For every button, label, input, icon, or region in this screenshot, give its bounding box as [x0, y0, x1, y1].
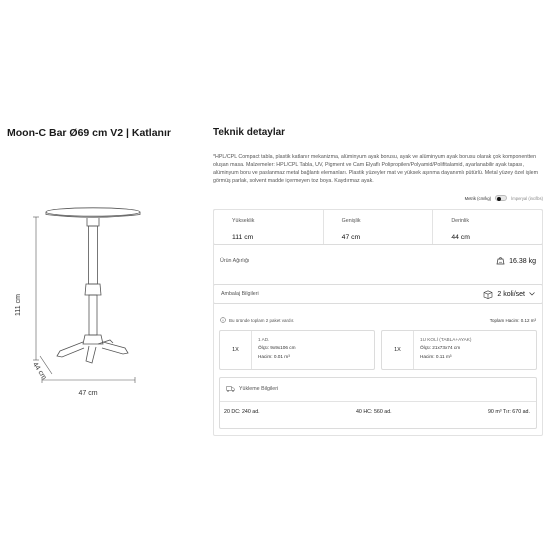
base-hub [83, 335, 103, 344]
dimension-depth [433, 210, 542, 244]
product-weight-row [213, 254, 543, 268]
depth-label: 44 cm [31, 361, 48, 382]
shipment-note-group [220, 317, 294, 323]
base-leg-left [57, 342, 84, 357]
package-info [252, 331, 296, 369]
weight-label: Ürün Ağırlığı [220, 258, 250, 264]
imperial-label[interactable]: İmperyal (inc/lbs) [511, 195, 543, 201]
package-name: 1 AD. [258, 337, 270, 342]
dimension-height [214, 210, 324, 244]
loading-info-box [219, 377, 537, 429]
shipment-note: Bu üründe toplam 2 paket vardır. [229, 317, 295, 323]
technical-details-panel [213, 127, 543, 415]
loading-item: 40 HC: 560 ad. [355, 409, 392, 415]
loading-label: Yükleme Bilgileri [239, 386, 279, 392]
dimension-label: Genişlik [341, 218, 361, 224]
weight-value-group [496, 257, 536, 265]
base-leg-front [86, 346, 96, 363]
weight-value: 16.38 kg [509, 257, 536, 265]
product-title: Moon-C Bar Ø69 cm V2 | Katlanır [7, 127, 171, 139]
total-volume: Toplam Hacim: 0.12 m³ [489, 317, 536, 323]
info-icon [220, 317, 226, 323]
package-quantity: 1X [382, 331, 414, 369]
technical-description: *HPL/CPL Compact tabla, plastik katlanır mekanizma, alüminyum ayak borusu, ayak ve alüminyum ayak borusu olarak çok komponentten oluşan masa. Malzemeler: HPL/CPL Tabla, UV, Pigment ve Cam Elyaflı Polipropilen/Polyamid/Polifitalamid, ayarlanabilir ayak tapası, alüminyum boru ve paslanmaz metal bağlantı elemanları. Plastik yüzeyler mat ve yüksek aşınma dayanımlı pütürlü. Metal yüzey özel işlem görmüş parlak, solvent madde içermeyen toz boya. Kaydırmaz ayak. [213, 154, 539, 184]
package-volume: Hacim: 0.11 m³ [420, 353, 452, 359]
dimension-label: Yükseklik [232, 218, 255, 224]
folding-hinge [85, 284, 101, 295]
divider [220, 401, 536, 402]
base-leg-back [98, 340, 113, 344]
loading-item: 20 DC: 240 ad. [224, 409, 260, 415]
unit-toggle[interactable] [465, 195, 543, 201]
loading-item: 90 m³ Tır: 670 ad. [487, 409, 530, 415]
package-size: Ölçü: 21x73x74 cm [420, 345, 461, 351]
truck-icon [226, 386, 235, 392]
dimension-width [324, 210, 434, 244]
loading-items [224, 409, 530, 415]
package-name: 1U KOLİ (TABLA+AYAK) [420, 337, 472, 342]
technical-drawing [0, 160, 200, 410]
chevron-down-icon[interactable] [529, 292, 535, 296]
package-card [381, 330, 537, 370]
loading-header [226, 386, 278, 392]
dimension-value: 111 cm [232, 234, 254, 241]
table-top [46, 208, 140, 216]
lower-pole [89, 295, 97, 335]
dimension-value: 47 cm [341, 234, 361, 241]
dimension-value: 44 cm [451, 234, 470, 241]
technical-details-title: Teknik detaylar [213, 127, 286, 138]
base-leg-right [102, 342, 128, 354]
package-volume: Hacim: 0.01 m³ [258, 353, 290, 359]
unit-switch[interactable] [495, 195, 507, 201]
metric-label[interactable]: Metrik (cm/kg) [464, 195, 492, 201]
dimensions-row [213, 209, 543, 245]
package-info-row[interactable] [213, 284, 543, 304]
package-label: Ambalaj Bilgileri [221, 291, 259, 297]
product-drawing [0, 160, 200, 410]
package-info [414, 331, 471, 369]
package-value-group [483, 290, 535, 299]
shipment-info [213, 315, 543, 325]
package-card [219, 330, 375, 370]
dimension-label: Derinlik [451, 218, 470, 224]
height-label: 111 cm [15, 294, 22, 316]
upper-pole [89, 226, 98, 284]
top-bracket [87, 218, 99, 226]
width-label: 47 cm [78, 390, 98, 397]
package-size: Ölçü: 9x9x106 cm [258, 345, 296, 351]
package-value: 2 koli/set [497, 290, 525, 298]
toggle-knob [497, 197, 502, 202]
box-icon [483, 290, 493, 299]
scale-icon [496, 257, 505, 265]
package-quantity: 1X [220, 331, 252, 369]
